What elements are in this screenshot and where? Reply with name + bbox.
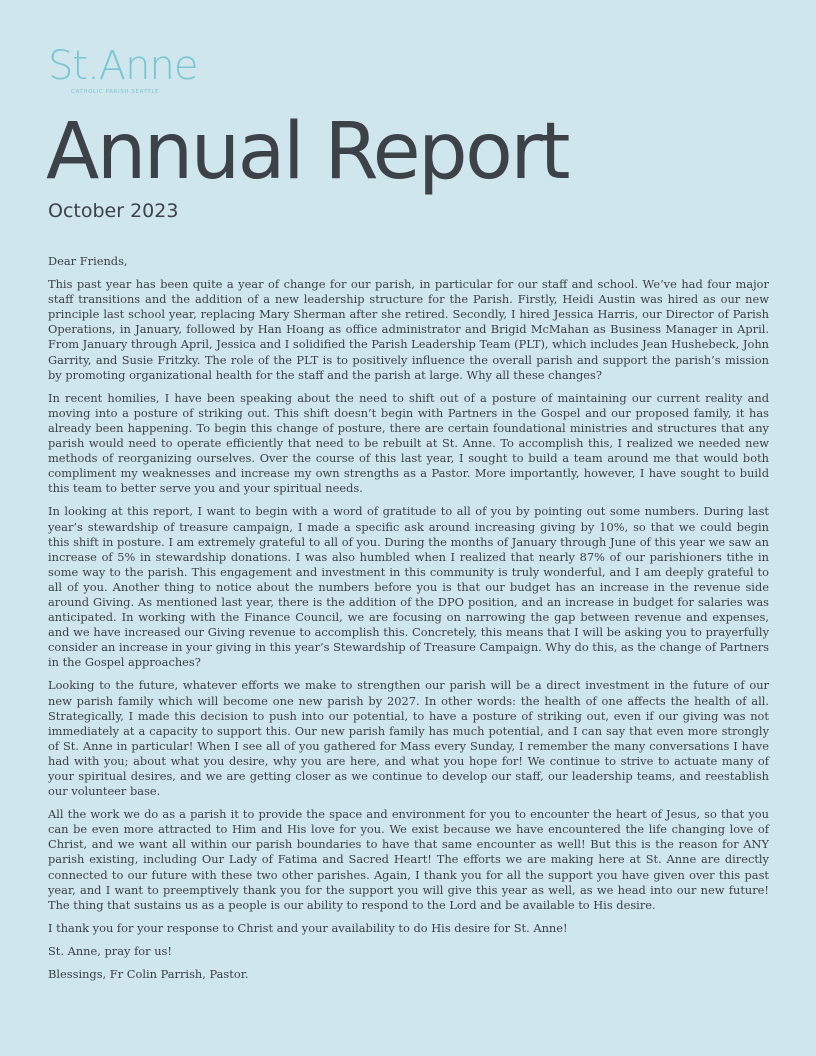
letter-paragraph: This past year has been quite a year of change for our parish, in particular for our staff and school. We’ve had four major staff transitions and the addition of a new leadership structure for the Parish. Firstly, Heidi Austin was hired as our new principle last school year, replacing Mary Sherman after she retired. Secondly, I hired Jessica Harris, our Director of Parish Operations, in January, followed by Han Hoang as office administrator and Brigid McMahan as Business Manager in April. From January through April, Jessica and I solidified the Parish Leadership Team (PLT), which includes Jean Hushebeck, John Garrity, and Susie Fritzky. The role of the PLT is to positively influence the overall parish and support the parish’s mission by promoting organizational health for the staff and the parish at large. Why all these changes? (48, 277, 769, 382)
letter-paragraph: St. Anne, pray for us! (48, 943, 172, 958)
letter-body (48, 254, 769, 990)
letter-paragraph: In recent homilies, I have been speaking about the need to shift out of a posture of maintaining our current reality and moving into a posture of striking out. This shift doesn’t begin with Partners in the Gospel and our proposed family, it has already been happening. To begin this change of posture, there are certain foundational ministries and structures that any parish would need to operate efficiently that need to be rebuilt at St. Anne. To accomplish this, I realized we needed new methods of reorganizing ourselves. Over the course of this last year, I sought to build a team around me that would both compliment my weaknesses and increase my own strengths as a Pastor. More importantly, however, I have sought to build this team to better serve you and your spiritual needs. (48, 390, 769, 496)
page-title: Annual Report (46, 107, 568, 197)
letter-paragraph: Looking to the future, whatever efforts we make to strengthen our parish will be a direct investment in the future of our new parish family which will become one new parish by 2027. In other words: the health of one affects the health of all. Strategically, I made this decision to push into our potential, to have a posture of striking out, even if our giving was not immediately at a capacity to support this. Our new parish family has much potential, and I can say that even more strongly of St. Anne in particular! When I see all of you gathered for Mass every Sunday, I remember the many conversations I have had with you; about what you desire, why you are here, and what you hope for! We continue to strive to actuate many of your spiritual desires, and we are getting closer as we continue to develop our staff, our leadership teams, and reestablish our volunteer base. (48, 678, 769, 799)
logo-wordmark: St.Anne (48, 43, 198, 89)
closing-signature: Blessings, Fr Colin Parrish, Pastor. (48, 967, 249, 982)
letter-paragraph: In looking at this report, I want to begin with a word of gratitude to all of you by pointing out some numbers. During last year’s stewardship of treasure campaign, I made a specific ask around increasing giving by 10%, so that we could begin this shift in posture. I am extremely grateful to all of you. During the months of January through June of this year we saw an increase of 5% in stewardship donations. I was also humbled when I realized that nearly 87% of our parishioners tithe in some way to the parish. This engagement and investment in this community is truly wonderful, and I am deeply grateful to all of you. Another thing to notice about the numbers before you is that our budget has an increase in the revenue side around Giving. As mentioned last year, there is the addition of the DPO position, and an increase in budget for salaries was anticipated. In working with the Finance Council, we are focusing on narrowing the gap between revenue and expenses, and we have increased our Giving revenue to accomplish this. Concretely, this means that I will be asking you to prayerfully consider an increase in your giving in this year’s Stewardship of Treasure Campaign. Why do this, as the change of Partners in the Gospel approaches? (48, 504, 769, 670)
report-date: October 2023 (48, 200, 179, 222)
salutation: Dear Friends, (48, 254, 128, 268)
letter-paragraph: All the work we do as a parish it to provide the space and environment for you to encounter the heart of Jesus, so that you can be even more attracted to Him and His love for you. We exist because we have encountered the life changing love of Christ, and we want all within our parish boundaries to have that same encounter as well! But this is the reason for ANY parish existing, including Our Lady of Fatima and Sacred Heart! The efforts we are making here at St. Anne are directly connected to our future with these two other parishes. Again, I thank you for all the support you have given over this past year, and I want to preemptively thank you for the support you will give this year as well, as we head into our new future! The thing that sustains us as a people is our ability to respond to the Lord and be available to His desire. (48, 807, 769, 912)
parish-logo (48, 43, 198, 95)
logo-tagline: CATHOLIC PARISH SEATTLE (71, 89, 160, 95)
letter-paragraph: I thank you for your response to Christ and your availability to do His desire for St. Anne! (48, 920, 568, 935)
